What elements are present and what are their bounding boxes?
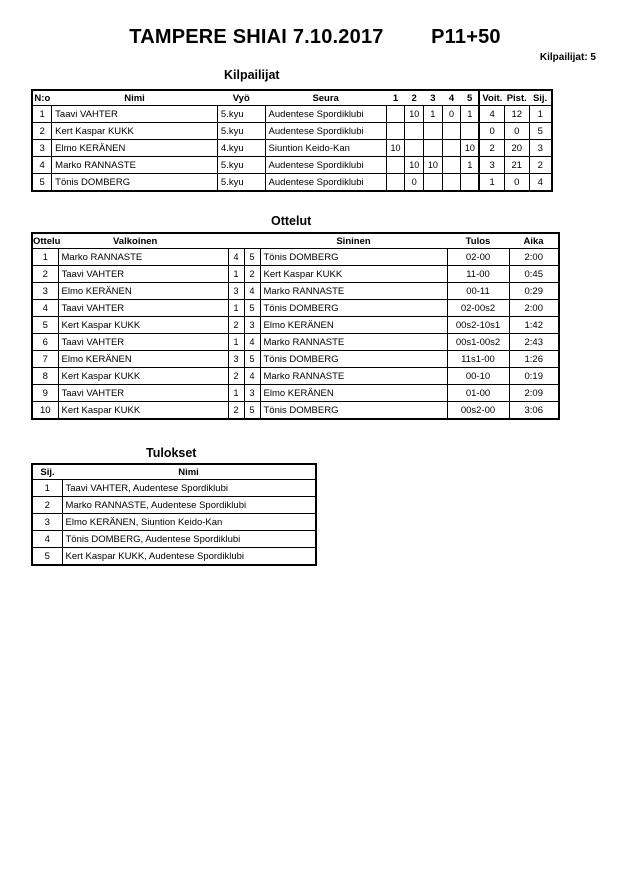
blue-competitor: Marko RANNASTE	[260, 334, 447, 351]
round-score	[424, 140, 443, 157]
competitor-number: 5	[32, 174, 52, 192]
results-table	[31, 463, 317, 566]
white-number: 3	[228, 283, 244, 300]
col-header: Pist.	[506, 92, 527, 104]
white-number: 2	[228, 317, 244, 334]
match-number: 4	[32, 300, 58, 317]
competitors-table	[31, 89, 553, 192]
competitor-club: Audentese Spordiklubi	[265, 123, 386, 140]
matches-header-row	[32, 233, 559, 249]
match-result: 00-11	[447, 283, 509, 300]
blue-competitor: Marko RANNASTE	[260, 368, 447, 385]
round-score: 10	[405, 157, 424, 174]
round-score	[461, 123, 480, 140]
white-number: 1	[228, 385, 244, 402]
match-number: 7	[32, 351, 58, 368]
competitors-count: Kilpailijat: 5	[539, 52, 596, 63]
match-number: 3	[32, 283, 58, 300]
result-place: 3	[32, 514, 62, 531]
white-number: 2	[228, 368, 244, 385]
match-row	[32, 300, 559, 317]
white-competitor: Taavi VAHTER	[58, 266, 228, 283]
col-header: N:o	[34, 92, 51, 104]
white-competitor: Elmo KERÄNEN	[58, 283, 228, 300]
competitor-belt: 5.kyu	[217, 106, 265, 123]
col-header: Sininen	[336, 235, 371, 247]
round-score	[442, 123, 461, 140]
result-place: 1	[32, 480, 62, 497]
competitor-wins: 2	[479, 140, 504, 157]
competitor-row	[32, 123, 552, 140]
competitor-wins: 3	[479, 157, 504, 174]
blue-number: 5	[244, 402, 260, 420]
match-row	[32, 351, 559, 368]
white-number: 2	[228, 402, 244, 420]
competitor-club: Siuntion Keido-Kan	[265, 140, 386, 157]
round-score: 0	[442, 106, 461, 123]
match-number: 5	[32, 317, 58, 334]
competitor-row	[32, 157, 552, 174]
col-header: Valkoinen	[113, 235, 158, 247]
match-row	[32, 283, 559, 300]
col-header: Vyö	[232, 92, 250, 104]
result-row	[32, 531, 316, 548]
competitor-number: 1	[32, 106, 52, 123]
competitor-row	[32, 140, 552, 157]
round-score	[442, 157, 461, 174]
competitor-name: Elmo KERÄNEN	[52, 140, 218, 157]
competitor-name: Tönis DOMBERG	[52, 174, 218, 192]
blue-competitor: Tönis DOMBERG	[260, 300, 447, 317]
blue-number: 2	[244, 266, 260, 283]
round-score	[386, 157, 405, 174]
round-score	[442, 140, 461, 157]
match-number: 1	[32, 249, 58, 266]
competitor-points: 21	[504, 157, 529, 174]
white-competitor: Kert Kaspar KUKK	[58, 368, 228, 385]
col-header: 2	[411, 92, 417, 104]
page-title	[0, 26, 630, 49]
col-header: Voit.	[479, 90, 504, 106]
match-time: 0:19	[509, 368, 559, 385]
col-header: 1	[392, 92, 399, 104]
competitors-section-title: Kilpailijat	[224, 68, 280, 82]
blue-competitor: Tönis DOMBERG	[260, 351, 447, 368]
white-competitor: Taavi VAHTER	[58, 385, 228, 402]
competitor-club: Audentese Spordiklubi	[265, 106, 386, 123]
white-number: 1	[228, 300, 244, 317]
blue-competitor: Elmo KERÄNEN	[260, 385, 447, 402]
round-score	[405, 123, 424, 140]
result-place: 5	[32, 548, 62, 566]
white-number: 4	[228, 249, 244, 266]
match-time: 0:45	[509, 266, 559, 283]
result-name: Taavi VAHTER, Audentese Spordiklubi	[62, 480, 316, 497]
round-score	[386, 106, 405, 123]
match-result: 02-00	[447, 249, 509, 266]
result-name: Elmo KERÄNEN, Siuntion Keido-Kan	[62, 514, 316, 531]
competitor-name: Marko RANNASTE	[52, 157, 218, 174]
col-header: Sij.	[532, 92, 548, 104]
blue-competitor: Marko RANNASTE	[260, 283, 447, 300]
competitor-place: 4	[529, 174, 552, 192]
competitor-points: 20	[504, 140, 529, 157]
round-score	[386, 123, 405, 140]
competitor-points: 0	[504, 174, 529, 192]
result-name: Tönis DOMBERG, Audentese Spordiklubi	[62, 531, 316, 548]
match-number: 9	[32, 385, 58, 402]
competitor-place: 1	[529, 106, 552, 123]
match-time: 3:06	[509, 402, 559, 420]
competitors-header-row	[32, 90, 552, 106]
match-row	[32, 334, 559, 351]
round-score	[405, 140, 424, 157]
col-header: 4	[448, 92, 455, 104]
white-number: 1	[228, 334, 244, 351]
competitor-wins: 4	[479, 106, 504, 123]
blue-number: 3	[244, 385, 260, 402]
competitor-club: Audentese Spordiklubi	[265, 174, 386, 192]
match-row	[32, 385, 559, 402]
competitor-belt: 5.kyu	[217, 123, 265, 140]
white-competitor: Kert Kaspar KUKK	[58, 317, 228, 334]
col-header: Seura	[312, 92, 339, 104]
match-time: 2:00	[509, 249, 559, 266]
blue-competitor: Kert Kaspar KUKK	[260, 266, 447, 283]
match-result: 02-00s2	[447, 300, 509, 317]
white-competitor: Kert Kaspar KUKK	[58, 402, 228, 420]
white-competitor: Elmo KERÄNEN	[58, 351, 228, 368]
match-result: 00s2-10s1	[447, 317, 509, 334]
white-number: 3	[228, 351, 244, 368]
round-score	[424, 123, 443, 140]
round-score: 10	[386, 140, 405, 157]
col-header: 3	[430, 92, 436, 104]
blue-competitor: Tönis DOMBERG	[260, 249, 447, 266]
competitor-belt: 4.kyu	[217, 140, 265, 157]
match-time: 2:43	[509, 334, 559, 351]
blue-number: 4	[244, 334, 260, 351]
match-number: 10	[32, 402, 58, 420]
result-row	[32, 497, 316, 514]
match-row	[32, 317, 559, 334]
blue-number: 5	[244, 249, 260, 266]
result-name: Marko RANNASTE, Audentese Spordiklubi	[62, 497, 316, 514]
match-time: 1:26	[509, 351, 559, 368]
competitor-club: Audentese Spordiklubi	[265, 157, 386, 174]
result-row	[32, 514, 316, 531]
match-number: 2	[32, 266, 58, 283]
blue-number: 4	[244, 368, 260, 385]
col-header: Aika	[523, 235, 544, 247]
competitor-number: 2	[32, 123, 52, 140]
col-header: Tulos	[465, 235, 491, 247]
competitor-name: Kert Kaspar KUKK	[52, 123, 218, 140]
round-score: 1	[461, 106, 480, 123]
match-result: 11s1-00	[447, 351, 509, 368]
round-score: 1	[424, 106, 443, 123]
weight-class: P11+50	[431, 26, 501, 48]
result-place: 4	[32, 531, 62, 548]
match-time: 1:42	[509, 317, 559, 334]
competitor-place: 2	[529, 157, 552, 174]
round-score	[424, 174, 443, 192]
competitor-points: 0	[504, 123, 529, 140]
blue-number: 3	[244, 317, 260, 334]
competitor-row	[32, 174, 552, 192]
col-header: Nimi	[62, 464, 316, 480]
result-place: 2	[32, 497, 62, 514]
col-header: 5	[466, 92, 473, 104]
round-score: 1	[461, 157, 480, 174]
blue-number: 5	[244, 300, 260, 317]
blue-competitor: Tönis DOMBERG	[260, 402, 447, 420]
competitor-wins: 0	[479, 123, 504, 140]
competitor-wins: 1	[479, 174, 504, 192]
matches-table	[31, 232, 560, 420]
matches-section-title: Ottelut	[271, 214, 312, 228]
match-result: 00s1-00s2	[447, 334, 509, 351]
match-time: 2:09	[509, 385, 559, 402]
competitor-number: 4	[32, 157, 52, 174]
col-header: Sij.	[32, 464, 62, 480]
match-row	[32, 402, 559, 420]
col-header: Nimi	[124, 92, 145, 104]
round-score: 0	[405, 174, 424, 192]
round-score: 10	[461, 140, 480, 157]
round-score: 10	[424, 157, 443, 174]
white-competitor: Taavi VAHTER	[58, 334, 228, 351]
competitor-place: 3	[529, 140, 552, 157]
col-header: Ottelu	[33, 235, 61, 247]
results-header-row	[32, 464, 316, 480]
white-competitor: Taavi VAHTER	[58, 300, 228, 317]
event-title: TAMPERE SHIAI 7.10.2017	[129, 26, 384, 48]
round-score	[442, 174, 461, 192]
results-section-title: Tulokset	[146, 446, 197, 460]
match-result: 11-00	[447, 266, 509, 283]
match-number: 8	[32, 368, 58, 385]
competitor-place: 5	[529, 123, 552, 140]
competitor-name: Taavi VAHTER	[52, 106, 218, 123]
match-row	[32, 266, 559, 283]
competitor-row	[32, 106, 552, 123]
match-row	[32, 368, 559, 385]
round-score	[461, 174, 480, 192]
match-number: 6	[32, 334, 58, 351]
round-score: 10	[405, 106, 424, 123]
white-competitor: Marko RANNASTE	[58, 249, 228, 266]
blue-number: 4	[244, 283, 260, 300]
white-number: 1	[228, 266, 244, 283]
match-result: 01-00	[447, 385, 509, 402]
competitor-points: 12	[504, 106, 529, 123]
result-name: Kert Kaspar KUKK, Audentese Spordiklubi	[62, 548, 316, 566]
match-time: 0:29	[509, 283, 559, 300]
result-row	[32, 480, 316, 497]
match-result: 00s2-00	[447, 402, 509, 420]
competitor-belt: 5.kyu	[217, 157, 265, 174]
result-row	[32, 548, 316, 566]
competitor-number: 3	[32, 140, 52, 157]
match-row	[32, 249, 559, 266]
blue-competitor: Elmo KERÄNEN	[260, 317, 447, 334]
competitor-belt: 5.kyu	[217, 174, 265, 192]
match-time: 2:00	[509, 300, 559, 317]
blue-number: 5	[244, 351, 260, 368]
match-result: 00-10	[447, 368, 509, 385]
round-score	[386, 174, 405, 192]
